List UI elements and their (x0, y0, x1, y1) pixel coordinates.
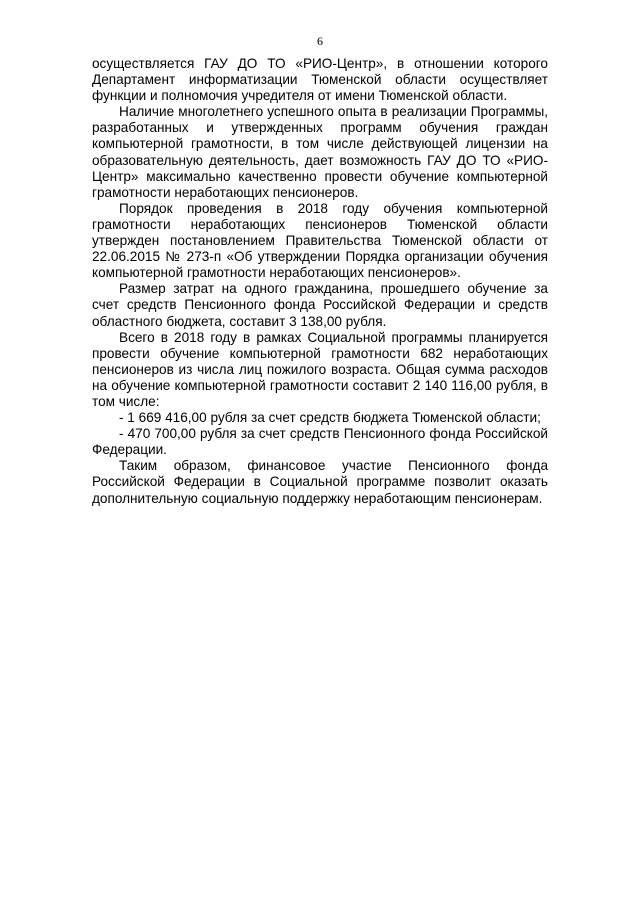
list-item-regional-budget: - 1 669 416,00 рубля за счет средств бюджета Тюменской области; (119, 410, 541, 426)
paragraph-cost-per-citizen: Размер затрат на одного гражданина, прошедшего обучение за счет средств Пенсионного фонда Российской Федерации и средств областного бюджета, составит 3 138,00 рубля. (92, 281, 548, 329)
paragraph-procedure: Порядок проведения в 2018 году обучения компьютерной грамотности неработающих пенсионеров Тюменской области утвержден постановлением Правительства Тюменской области от 22.06.2015 № 273-п «Об утверждении Порядка организации обучения компьютерной грамотности неработающих пенсионеров». (92, 200, 548, 281)
paragraph-conclusion: Таким образом, финансовое участие Пенсионного фонда Российской Федерации в Социальной программе позволит оказать дополнительную социальную поддержку неработающим пенсионерам. (92, 458, 548, 506)
paragraph-experience: Наличие многолетнего успешного опыта в реализации Программы, разработанных и утвержденных программ обучения граждан компьютерной грамотности, в том числе действующей лицензии на образовательную деятельность, дает возможность ГАУ ДО ТО «РИО-Центр» максимально качественно провести обучение компьютерной грамотности неработающих пенсионеров. (92, 104, 548, 200)
paragraph-total-2018: Всего в 2018 году в рамках Социальной программы планируется провести обучение компьютерной грамотности 682 неработающих пенсионеров из числа лиц пожилого возраста. Общая сумма расходов на обучение компьютерной грамотности составит 2 140 116,00 рубля, в том числе: (92, 329, 548, 409)
page-number: 6 (317, 34, 323, 48)
document-body (92, 56, 548, 507)
list-item-pension-fund: - 470 700,00 рубля за счет средств Пенсионного фонда Российской Федерации. (92, 426, 548, 458)
paragraph-continuation: осуществляется ГАУ ДО ТО «РИО-Центр», в отношении которого Департамент информатизации Тюменской области осуществляет функции и полномочия учредителя от имени Тюменской области. (92, 56, 548, 104)
